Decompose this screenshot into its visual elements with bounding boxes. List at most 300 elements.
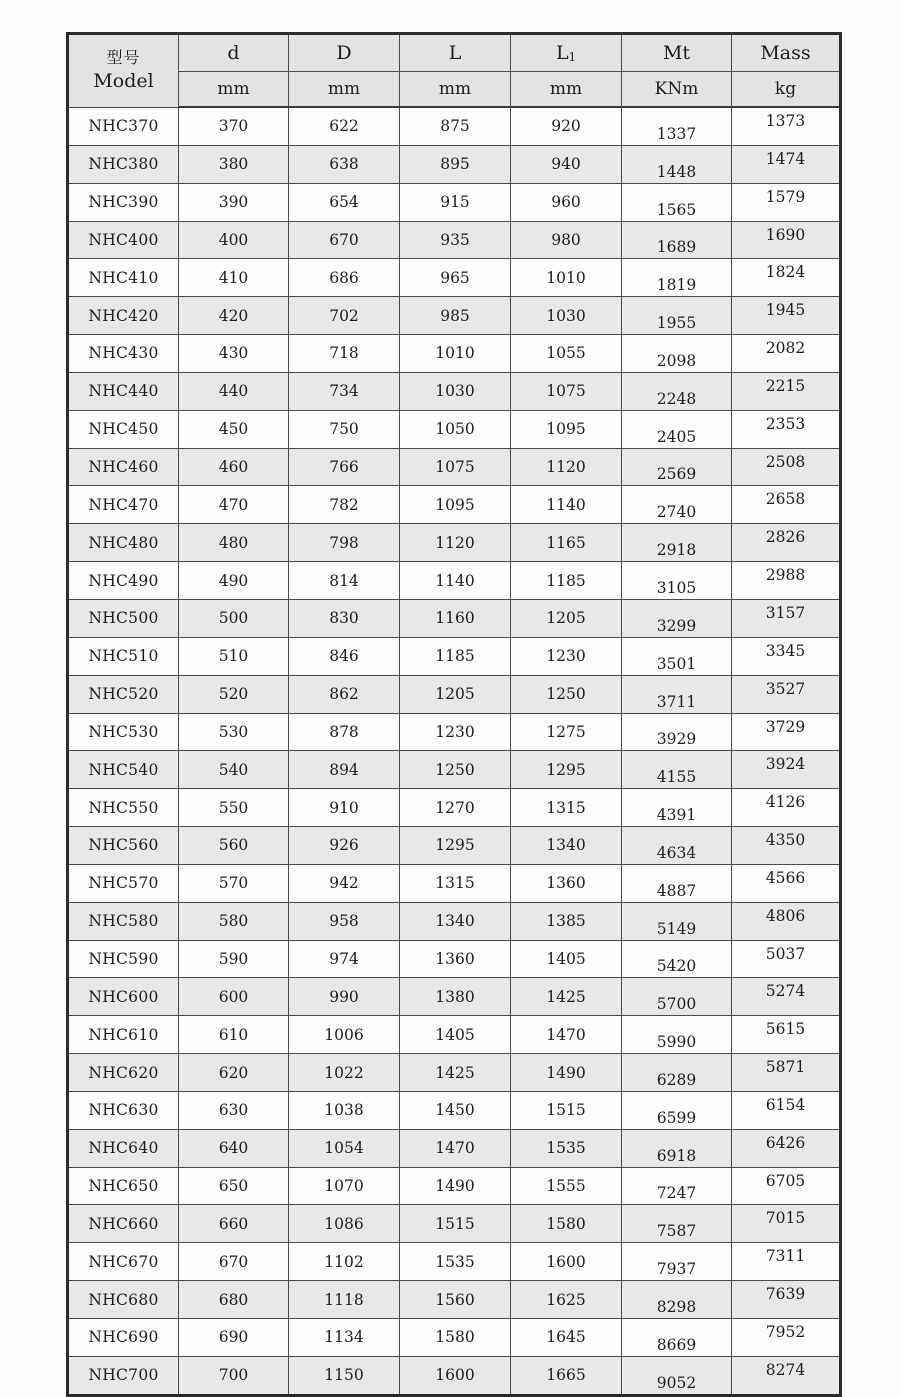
cell-L1: 1360 (511, 864, 622, 902)
cell-d: 700 (179, 1356, 289, 1395)
cell-Mass: 2508 (732, 448, 841, 486)
cell-d: 590 (179, 940, 289, 978)
cell-D: 718 (289, 335, 400, 373)
cell-Mass: 7952 (732, 1319, 841, 1357)
cell-L: 1075 (400, 448, 511, 486)
cell-L1: 1205 (511, 599, 622, 637)
cell-L: 965 (400, 259, 511, 297)
table-row (68, 448, 841, 486)
column-header-Mt (622, 34, 732, 72)
cell-Mass: 4350 (732, 827, 841, 865)
cell-d: 580 (179, 902, 289, 940)
cell-d: 510 (179, 637, 289, 675)
unit-header-d: mm (179, 72, 289, 108)
cell-model: NHC480 (68, 524, 179, 562)
cell-Mt: 2569 (622, 448, 732, 486)
cell-Mass: 5871 (732, 1054, 841, 1092)
cell-model: NHC510 (68, 637, 179, 675)
cell-model: NHC690 (68, 1319, 179, 1357)
cell-D: 622 (289, 107, 400, 145)
cell-L: 1030 (400, 372, 511, 410)
table-row (68, 599, 841, 637)
cell-model: NHC400 (68, 221, 179, 259)
cell-model: NHC520 (68, 675, 179, 713)
table-row (68, 486, 841, 524)
table-row (68, 259, 841, 297)
cell-D: 782 (289, 486, 400, 524)
unit-header-L1: mm (511, 72, 622, 108)
cell-L1: 1645 (511, 1319, 622, 1357)
column-label-Mass: Mass (760, 42, 811, 64)
cell-L1: 940 (511, 145, 622, 183)
cell-L1: 1315 (511, 789, 622, 827)
cell-L1: 1405 (511, 940, 622, 978)
cell-D: 878 (289, 713, 400, 751)
cell-L: 1230 (400, 713, 511, 751)
cell-d: 650 (179, 1167, 289, 1205)
cell-D: 734 (289, 372, 400, 410)
cell-Mass: 3924 (732, 751, 841, 789)
cell-Mt: 6289 (622, 1054, 732, 1092)
cell-L: 985 (400, 297, 511, 335)
cell-D: 862 (289, 675, 400, 713)
cell-d: 460 (179, 448, 289, 486)
table-row (68, 524, 841, 562)
cell-L1: 1385 (511, 902, 622, 940)
cell-D: 1006 (289, 1016, 400, 1054)
cell-D: 942 (289, 864, 400, 902)
table-row (68, 675, 841, 713)
cell-L1: 1295 (511, 751, 622, 789)
cell-Mt: 6599 (622, 1091, 732, 1129)
cell-L: 895 (400, 145, 511, 183)
cell-L: 1405 (400, 1016, 511, 1054)
model-spec-table (66, 32, 842, 1397)
cell-model: NHC500 (68, 599, 179, 637)
cell-model: NHC550 (68, 789, 179, 827)
cell-L1: 1230 (511, 637, 622, 675)
cell-D: 654 (289, 183, 400, 221)
cell-Mt: 2248 (622, 372, 732, 410)
cell-L1: 1470 (511, 1016, 622, 1054)
column-header-d (179, 34, 289, 72)
cell-d: 490 (179, 562, 289, 600)
cell-Mass: 2353 (732, 410, 841, 448)
cell-Mt: 5149 (622, 902, 732, 940)
table-row (68, 864, 841, 902)
cell-L: 1490 (400, 1167, 511, 1205)
header-row-labels (68, 34, 841, 72)
column-label-Mt: Mt (662, 42, 691, 64)
cell-D: 1054 (289, 1129, 400, 1167)
cell-d: 630 (179, 1091, 289, 1129)
cell-Mt: 2098 (622, 335, 732, 373)
cell-d: 390 (179, 183, 289, 221)
cell-model: NHC370 (68, 107, 179, 145)
cell-L1: 1165 (511, 524, 622, 562)
cell-Mass: 6705 (732, 1167, 841, 1205)
cell-Mt: 8669 (622, 1319, 732, 1357)
cell-L: 1160 (400, 599, 511, 637)
table-row (68, 751, 841, 789)
table-row (68, 221, 841, 259)
cell-L: 915 (400, 183, 511, 221)
cell-D: 1086 (289, 1205, 400, 1243)
cell-L1: 1055 (511, 335, 622, 373)
column-header-Mass (732, 34, 841, 72)
cell-d: 380 (179, 145, 289, 183)
table-row (68, 827, 841, 865)
table-row (68, 562, 841, 600)
cell-L: 1185 (400, 637, 511, 675)
table-row (68, 1205, 841, 1243)
unit-header-Mass: kg (732, 72, 841, 108)
cell-model: NHC660 (68, 1205, 179, 1243)
table-row (68, 1356, 841, 1395)
cell-Mt: 4634 (622, 827, 732, 865)
cell-d: 530 (179, 713, 289, 751)
table-row (68, 410, 841, 448)
cell-d: 570 (179, 864, 289, 902)
table-row (68, 1167, 841, 1205)
cell-d: 480 (179, 524, 289, 562)
cell-L1: 1665 (511, 1356, 622, 1395)
cell-Mt: 4887 (622, 864, 732, 902)
cell-Mt: 3501 (622, 637, 732, 675)
cell-Mass: 7311 (732, 1243, 841, 1281)
table-row (68, 1054, 841, 1092)
cell-Mt: 5990 (622, 1016, 732, 1054)
cell-d: 420 (179, 297, 289, 335)
cell-Mass: 4806 (732, 902, 841, 940)
column-header-model (68, 34, 179, 108)
cell-d: 640 (179, 1129, 289, 1167)
table-row (68, 1281, 841, 1319)
cell-L1: 1250 (511, 675, 622, 713)
cell-D: 670 (289, 221, 400, 259)
cell-Mt: 4391 (622, 789, 732, 827)
cell-Mt: 8298 (622, 1281, 732, 1319)
cell-Mass: 7639 (732, 1281, 841, 1319)
cell-Mass: 1690 (732, 221, 841, 259)
cell-Mass: 2082 (732, 335, 841, 373)
table-row (68, 372, 841, 410)
cell-model: NHC390 (68, 183, 179, 221)
cell-d: 520 (179, 675, 289, 713)
table-row (68, 1129, 841, 1167)
cell-model: NHC420 (68, 297, 179, 335)
cell-model: NHC590 (68, 940, 179, 978)
column-sub-L1: 1 (568, 50, 577, 64)
cell-L: 1295 (400, 827, 511, 865)
cell-D: 1102 (289, 1243, 400, 1281)
cell-D: 1070 (289, 1167, 400, 1205)
cell-Mass: 4126 (732, 789, 841, 827)
cell-L1: 1095 (511, 410, 622, 448)
cell-L1: 1010 (511, 259, 622, 297)
cell-Mass: 2215 (732, 372, 841, 410)
cell-Mt: 3929 (622, 713, 732, 751)
cell-Mt: 6918 (622, 1129, 732, 1167)
unit-header-Mt: KNm (622, 72, 732, 108)
cell-D: 686 (289, 259, 400, 297)
cell-D: 830 (289, 599, 400, 637)
cell-L: 1270 (400, 789, 511, 827)
cell-Mt: 9052 (622, 1356, 732, 1395)
cell-L1: 1425 (511, 978, 622, 1016)
cell-model: NHC440 (68, 372, 179, 410)
table-row (68, 902, 841, 940)
table-row (68, 183, 841, 221)
cell-Mass: 5615 (732, 1016, 841, 1054)
cell-Mass: 3527 (732, 675, 841, 713)
cell-L: 1515 (400, 1205, 511, 1243)
cell-d: 660 (179, 1205, 289, 1243)
table-row (68, 637, 841, 675)
cell-L1: 1340 (511, 827, 622, 865)
cell-Mt: 1955 (622, 297, 732, 335)
cell-d: 370 (179, 107, 289, 145)
cell-d: 620 (179, 1054, 289, 1092)
cell-Mass: 1474 (732, 145, 841, 183)
cell-D: 958 (289, 902, 400, 940)
cell-L1: 1625 (511, 1281, 622, 1319)
table-body (68, 107, 841, 1395)
cell-L1: 1075 (511, 372, 622, 410)
cell-Mt: 5700 (622, 978, 732, 1016)
table-row (68, 145, 841, 183)
cell-d: 540 (179, 751, 289, 789)
cell-D: 766 (289, 448, 400, 486)
table-row (68, 297, 841, 335)
cell-L: 935 (400, 221, 511, 259)
cell-Mt: 1448 (622, 145, 732, 183)
cell-model: NHC610 (68, 1016, 179, 1054)
cell-L: 1050 (400, 410, 511, 448)
column-header-D (289, 34, 400, 72)
cell-D: 814 (289, 562, 400, 600)
cell-model: NHC670 (68, 1243, 179, 1281)
table-row (68, 1319, 841, 1357)
cell-d: 470 (179, 486, 289, 524)
cell-L: 1560 (400, 1281, 511, 1319)
cell-Mt: 7937 (622, 1243, 732, 1281)
spec-table-container (66, 32, 842, 1397)
cell-Mt: 1689 (622, 221, 732, 259)
cell-Mt: 3711 (622, 675, 732, 713)
cell-L: 1140 (400, 562, 511, 600)
cell-Mass: 6154 (732, 1091, 841, 1129)
cell-model: NHC470 (68, 486, 179, 524)
cell-D: 894 (289, 751, 400, 789)
cell-Mt: 1819 (622, 259, 732, 297)
cell-L1: 980 (511, 221, 622, 259)
cell-L: 1315 (400, 864, 511, 902)
table-row (68, 789, 841, 827)
cell-L1: 920 (511, 107, 622, 145)
cell-D: 1150 (289, 1356, 400, 1395)
cell-D: 1022 (289, 1054, 400, 1092)
cell-d: 610 (179, 1016, 289, 1054)
cell-L1: 1580 (511, 1205, 622, 1243)
cell-L1: 1275 (511, 713, 622, 751)
cell-Mt: 4155 (622, 751, 732, 789)
table-row (68, 335, 841, 373)
column-label-L: L (448, 42, 462, 64)
cell-d: 430 (179, 335, 289, 373)
cell-d: 400 (179, 221, 289, 259)
cell-model: NHC450 (68, 410, 179, 448)
cell-L: 1600 (400, 1356, 511, 1395)
cell-d: 450 (179, 410, 289, 448)
cell-L: 1470 (400, 1129, 511, 1167)
cell-Mass: 2988 (732, 562, 841, 600)
cell-L: 1205 (400, 675, 511, 713)
cell-Mass: 1945 (732, 297, 841, 335)
column-label-L1: L (555, 42, 569, 64)
cell-Mt: 3105 (622, 562, 732, 600)
cell-d: 680 (179, 1281, 289, 1319)
cell-Mass: 1579 (732, 183, 841, 221)
cell-L: 1250 (400, 751, 511, 789)
cell-D: 974 (289, 940, 400, 978)
model-header-cn: 型号 (106, 48, 141, 67)
cell-model: NHC410 (68, 259, 179, 297)
cell-model: NHC650 (68, 1167, 179, 1205)
cell-L1: 1555 (511, 1167, 622, 1205)
unit-header-D: mm (289, 72, 400, 108)
cell-d: 410 (179, 259, 289, 297)
cell-d: 690 (179, 1319, 289, 1357)
unit-header-L: mm (400, 72, 511, 108)
cell-model: NHC570 (68, 864, 179, 902)
cell-L: 1360 (400, 940, 511, 978)
cell-model: NHC640 (68, 1129, 179, 1167)
cell-L1: 1535 (511, 1129, 622, 1167)
cell-model: NHC680 (68, 1281, 179, 1319)
cell-L1: 960 (511, 183, 622, 221)
cell-model: NHC620 (68, 1054, 179, 1092)
cell-model: NHC630 (68, 1091, 179, 1129)
cell-D: 638 (289, 145, 400, 183)
cell-Mt: 3299 (622, 599, 732, 637)
cell-D: 846 (289, 637, 400, 675)
cell-Mass: 3729 (732, 713, 841, 751)
cell-D: 798 (289, 524, 400, 562)
table-row (68, 713, 841, 751)
column-header-L (400, 34, 511, 72)
model-header-en: Model (93, 69, 154, 92)
cell-model: NHC530 (68, 713, 179, 751)
cell-L: 1010 (400, 335, 511, 373)
cell-model: NHC700 (68, 1356, 179, 1395)
cell-model: NHC600 (68, 978, 179, 1016)
cell-L1: 1030 (511, 297, 622, 335)
cell-Mt: 1337 (622, 107, 732, 145)
cell-L1: 1140 (511, 486, 622, 524)
cell-Mt: 2405 (622, 410, 732, 448)
cell-L1: 1490 (511, 1054, 622, 1092)
cell-Mass: 1824 (732, 259, 841, 297)
cell-L: 875 (400, 107, 511, 145)
cell-Mass: 7015 (732, 1205, 841, 1243)
table-header (68, 34, 841, 108)
header-row-units (68, 72, 841, 108)
cell-d: 440 (179, 372, 289, 410)
table-row (68, 1243, 841, 1281)
cell-Mt: 2740 (622, 486, 732, 524)
cell-D: 910 (289, 789, 400, 827)
cell-Mass: 6426 (732, 1129, 841, 1167)
cell-Mass: 4566 (732, 864, 841, 902)
cell-Mt: 1565 (622, 183, 732, 221)
cell-Mass: 1373 (732, 107, 841, 145)
cell-Mass: 8274 (732, 1356, 841, 1395)
cell-L: 1425 (400, 1054, 511, 1092)
cell-L1: 1600 (511, 1243, 622, 1281)
cell-d: 600 (179, 978, 289, 1016)
column-header-L1 (511, 34, 622, 72)
cell-L: 1380 (400, 978, 511, 1016)
cell-model: NHC580 (68, 902, 179, 940)
cell-model: NHC540 (68, 751, 179, 789)
cell-L: 1120 (400, 524, 511, 562)
cell-Mass: 3345 (732, 637, 841, 675)
cell-Mass: 5037 (732, 940, 841, 978)
cell-L: 1580 (400, 1319, 511, 1357)
cell-D: 926 (289, 827, 400, 865)
cell-Mt: 7247 (622, 1167, 732, 1205)
cell-model: NHC460 (68, 448, 179, 486)
column-label-D: D (336, 42, 352, 64)
cell-model: NHC490 (68, 562, 179, 600)
cell-D: 990 (289, 978, 400, 1016)
cell-L: 1535 (400, 1243, 511, 1281)
cell-D: 702 (289, 297, 400, 335)
cell-d: 550 (179, 789, 289, 827)
cell-Mass: 2658 (732, 486, 841, 524)
cell-L: 1340 (400, 902, 511, 940)
table-row (68, 1091, 841, 1129)
cell-d: 560 (179, 827, 289, 865)
cell-Mass: 5274 (732, 978, 841, 1016)
cell-model: NHC430 (68, 335, 179, 373)
cell-Mass: 2826 (732, 524, 841, 562)
cell-model: NHC380 (68, 145, 179, 183)
column-label-d: d (227, 42, 240, 64)
cell-model: NHC560 (68, 827, 179, 865)
cell-D: 1134 (289, 1319, 400, 1357)
cell-Mass: 3157 (732, 599, 841, 637)
cell-Mt: 2918 (622, 524, 732, 562)
table-row (68, 978, 841, 1016)
table-row (68, 1016, 841, 1054)
cell-Mt: 5420 (622, 940, 732, 978)
cell-d: 500 (179, 599, 289, 637)
cell-Mt: 7587 (622, 1205, 732, 1243)
cell-L1: 1120 (511, 448, 622, 486)
cell-d: 670 (179, 1243, 289, 1281)
cell-D: 750 (289, 410, 400, 448)
cell-L: 1095 (400, 486, 511, 524)
cell-D: 1038 (289, 1091, 400, 1129)
cell-D: 1118 (289, 1281, 400, 1319)
table-row (68, 940, 841, 978)
cell-L: 1450 (400, 1091, 511, 1129)
table-row (68, 107, 841, 145)
cell-L1: 1185 (511, 562, 622, 600)
cell-L1: 1515 (511, 1091, 622, 1129)
